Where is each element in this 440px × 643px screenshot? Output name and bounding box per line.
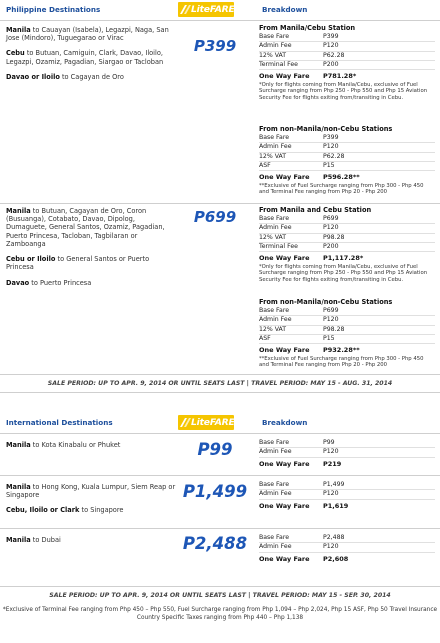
divider — [0, 20, 440, 21]
table-row: Admin Fee P120 — [259, 316, 435, 325]
breakdown-table — [259, 215, 435, 263]
phil-breakdown-header: Breakdown — [262, 5, 308, 14]
fare-price: P699 — [193, 208, 237, 226]
route-item: Manila to Dubai — [6, 536, 61, 544]
divider — [0, 392, 440, 393]
breakdown-subtitle: From Manila/Cebu Station — [259, 24, 356, 32]
table-row: 12% VAT P98.28 — [259, 233, 435, 242]
intl-breakdown-header: Breakdown — [262, 418, 308, 427]
table-row: Terminal Fee P200 — [259, 242, 435, 251]
fare-breakdown — [259, 439, 435, 468]
total-row: One Way Fare P219 — [259, 459, 342, 468]
litefare-logo — [178, 2, 234, 17]
table-row: Base Fare P2,488 — [259, 534, 435, 543]
table-row: ASF P15 — [259, 161, 435, 170]
route-list-p1499 — [6, 483, 176, 522]
table-row: Base Fare P699 — [259, 215, 435, 224]
route-item: Davao or Iloilo to Cagayan de Oro — [6, 72, 124, 81]
sale-period-international: SALE PERIOD: UP TO APR. 9, 2014 OR UNTIL SEATS LAST | TRAVEL PERIOD: MAY 15 - SEP. 30, 2014 — [49, 592, 391, 599]
table-row: 12% VAT P62.28 — [259, 152, 435, 161]
divider — [0, 586, 440, 587]
breakdown-subtitle: From Manila and Cebu Station — [259, 206, 372, 214]
total-row: One Way Fare P2,608 — [259, 554, 349, 563]
breakdown-subtitle: From non-Manila/non-Cebu Stations — [259, 125, 393, 133]
divider — [0, 374, 440, 375]
divider — [0, 475, 440, 476]
breakdown-table — [259, 307, 435, 355]
table-row: Terminal Fee P200 — [259, 60, 435, 69]
route-list-p699 — [6, 207, 176, 294]
fare-breakdown — [259, 24, 435, 101]
table-row: 12% VAT P62.28 — [259, 51, 435, 60]
fare-breakdown — [259, 481, 435, 510]
fare-note: **Exclusive of Fuel Surcharge ranging from Php 300 - Php 450 and Terminal Fee ranging from Php 20 - Php 200 — [259, 182, 424, 196]
fare-breakdown — [259, 125, 435, 196]
table-row: Admin Fee P120 — [259, 448, 435, 457]
breakdown-subtitle: From non-Manila/non-Cebu Stations — [259, 298, 393, 306]
route-item: Cebu or Iloilo to General Santos or Puerto Princesa — [6, 255, 150, 272]
logo-text: LiteFARE — [191, 4, 235, 15]
breakdown-table — [259, 534, 435, 563]
breakdown-table — [259, 439, 435, 468]
route-item: Cebu to Butuan, Camiguin, Clark, Davao, Iloilo, Legazpi, Ozamiz, Pagadian, Siargao or Tacloban — [6, 49, 164, 66]
total-row: One Way Fare P1,619 — [259, 501, 349, 510]
table-row: Admin Fee P120 — [259, 42, 435, 51]
fare-note: *Only for flights coming from Manila/Cebu, exclusive of Fuel Surcharge ranging from Php 250 - Php 550 and Php 15 Aviation Security Fee for flights exiting from/transiting in Cebu. — [259, 81, 428, 101]
footer-notes — [0, 607, 440, 623]
phil-section-title: Philippine Destinations — [6, 5, 101, 14]
divider — [0, 433, 440, 434]
table-row: Base Fare P699 — [259, 307, 435, 316]
table-row: Base Fare P399 — [259, 33, 435, 42]
total-row: One Way Fare P781.28* — [259, 72, 357, 81]
fare-price: P1,499 — [182, 482, 248, 501]
footer-line: Country Specific Taxes ranging from Php 440 – Php 1,138 — [136, 614, 304, 621]
footer-line: *Exclusive of Terminal Fee ranging from Php 450 – Php 550, Fuel Surcharge ranging from Php 1,094 – Php 2,024, Php 15 ASF, Php 50 Travel Insurance — [2, 607, 438, 613]
divider — [0, 203, 440, 204]
table-row: Admin Fee P120 — [259, 490, 435, 499]
table-row: 12% VAT P98.28 — [259, 325, 435, 334]
fare-note: **Exclusive of Fuel Surcharge ranging from Php 300 - Php 450 and Terminal Fee ranging from Php 20 - Php 200 — [259, 355, 424, 369]
divider — [0, 528, 440, 529]
table-row: Base Fare P99 — [259, 439, 435, 448]
phil-header — [0, 0, 440, 20]
route-item: Davao to Puerto Princesa — [6, 278, 92, 287]
table-row: Base Fare P1,499 — [259, 481, 435, 490]
route-item: Manila to Butuan, Cagayan de Oro, Coron (Busuanga), Cotabato, Davao, Dipolog, Dumaguete, General Santos, Ozamiz, Pagadian, Puerto Princesa, Tacloban, Tagbilaran or Zamboanga — [6, 207, 165, 248]
table-row: ASF P15 — [259, 334, 435, 343]
route-item: Manila to Hong Kong, Kuala Lumpur, Siem Reap or Singapore — [6, 483, 176, 500]
fare-price: P399 — [193, 37, 237, 55]
fare-price: P2,488 — [182, 534, 248, 553]
route-item: Manila to Cauayan (Isabela), Legazpi, Naga, San Jose (Mindoro), Tuguegarao or Virac — [6, 26, 169, 43]
route-list-p2488 — [6, 536, 176, 551]
route-item: Manila to Kota Kinabalu or Phuket — [6, 441, 121, 449]
fare-breakdown — [259, 298, 435, 369]
fare-price: P99 — [197, 440, 233, 459]
intl-section-title: International Destinations — [6, 418, 113, 427]
total-row: One Way Fare P932.28** — [259, 346, 360, 355]
breakdown-table — [259, 481, 435, 510]
route-list-p99 — [6, 441, 176, 456]
total-row: One Way Fare P1,117.28* — [259, 254, 364, 263]
logo-text: LiteFARE — [191, 417, 235, 428]
breakdown-table — [259, 134, 435, 182]
route-list-p399 — [6, 26, 176, 88]
total-row: One Way Fare P596.28** — [259, 173, 360, 182]
sale-period-domestic: SALE PERIOD: UP TO APR. 9, 2014 OR UNTIL SEATS LAST | TRAVEL PERIOD: MAY 15 - AUG. 31, 2014 — [47, 380, 393, 387]
fare-note: *Only for flights coming from Manila/Cebu, exclusive of Fuel Surcharge ranging from Php 250 - Php 550 and Php 15 Aviation Security Fee for flights exiting from/transiting in Cebu. — [259, 263, 428, 283]
litefare-logo — [178, 415, 234, 430]
route-item: Cebu, Iloilo or Clark to Singapore — [6, 506, 124, 515]
table-row: Admin Fee P120 — [259, 143, 435, 152]
intl-header — [0, 413, 440, 433]
breakdown-table — [259, 33, 435, 81]
table-row: Admin Fee P120 — [259, 543, 435, 552]
table-row: Base Fare P399 — [259, 134, 435, 143]
fare-breakdown — [259, 206, 435, 283]
fare-breakdown — [259, 534, 435, 563]
table-row: Admin Fee P120 — [259, 224, 435, 233]
